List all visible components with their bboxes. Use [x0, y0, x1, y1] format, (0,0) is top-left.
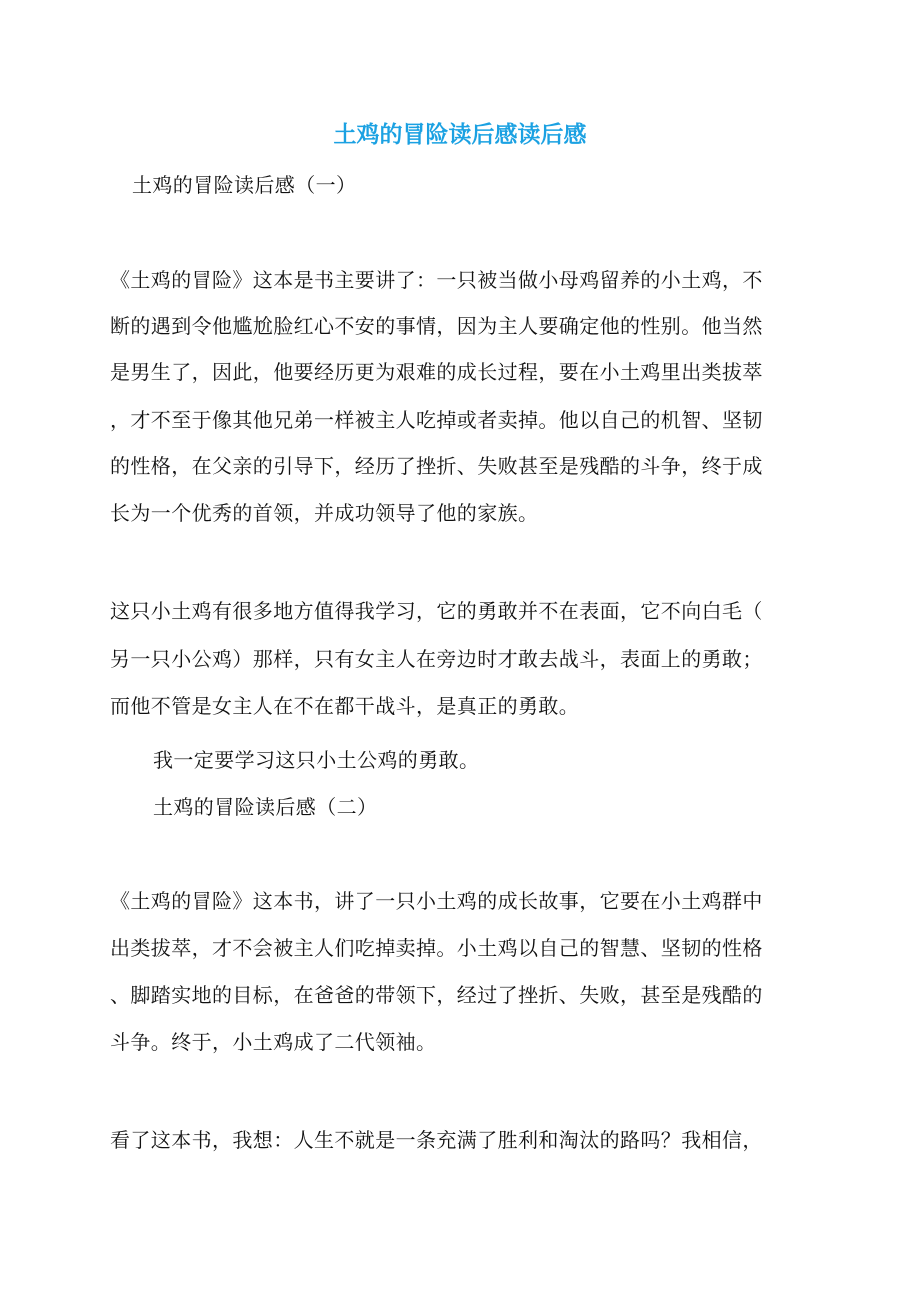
paragraph-line: 《土鸡的冒险》这本书，讲了一只小土鸡的成长故事，它要在小土鸡群中	[110, 889, 763, 913]
document-title: 土鸡的冒险读后感读后感	[333, 122, 587, 148]
section-heading-1: 土鸡的冒险读后感（一）	[132, 173, 357, 197]
paragraph-line: 另一只小公鸡）那样，只有女主人在旁边时才敢去战斗，表面上的勇敢；	[110, 647, 763, 671]
paragraph-line: 看了这本书，我想：人生不就是一条充满了胜利和淘汰的路吗？我相信，	[110, 1128, 763, 1152]
paragraph-line: 、脚踏实地的目标，在爸爸的带领下，经过了挫折、失败，甚至是残酷的	[110, 983, 763, 1007]
paragraph-line: 《土鸡的冒险》这本是书主要讲了：一只被当做小母鸡留养的小土鸡，不	[110, 268, 763, 292]
paragraph-line: 斗争。终于，小土鸡成了二代领袖。	[110, 1030, 437, 1054]
paragraph-line: 出类拔萃，才不会被主人们吃掉卖掉。小土鸡以自己的智慧、坚韧的性格	[110, 936, 763, 960]
paragraph-line: ，才不至于像其他兄弟一样被主人吃掉或者卖掉。他以自己的机智、坚韧	[110, 408, 763, 432]
paragraph-line: 断的遇到令他尴尬脸红心不安的事情，因为主人要确定他的性别。他当然	[110, 314, 763, 338]
paragraph-line: 而他不管是女主人在不在都干战斗，是真正的勇敢。	[110, 694, 580, 718]
paragraph-line: 的性格，在父亲的引导下，经历了挫折、失败甚至是残酷的斗争，终于成	[110, 454, 763, 478]
paragraph-line: 我一定要学习这只小土公鸡的勇敢。	[153, 748, 480, 772]
paragraph-line: 这只小土鸡有很多地方值得我学习，它的勇敢并不在表面，它不向白毛（	[110, 599, 763, 623]
paragraph-line: 是男生了，因此，他要经历更为艰难的成长过程，要在小土鸡里出类拔萃	[110, 360, 763, 384]
paragraph-line: 长为一个优秀的首领，并成功领导了他的家族。	[110, 501, 539, 525]
section-heading-2: 土鸡的冒险读后感（二）	[153, 795, 378, 819]
